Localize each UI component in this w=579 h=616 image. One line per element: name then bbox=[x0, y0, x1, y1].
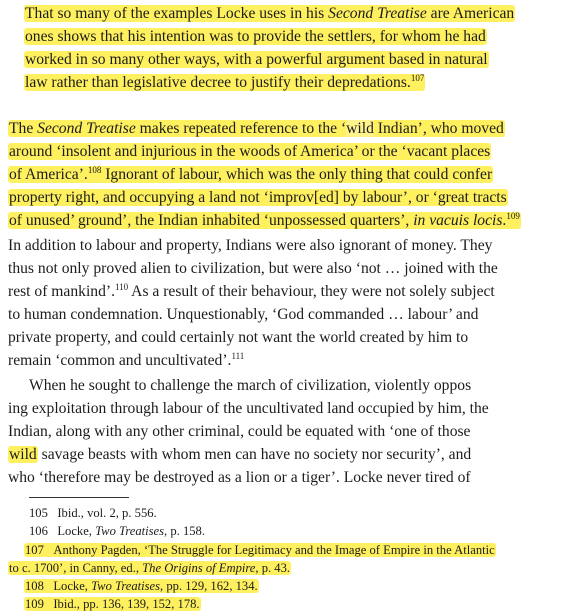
footnote-ref[interactable]: 108 bbox=[87, 164, 102, 175]
footnote-108 bbox=[24, 577, 259, 595]
text: law rather than legislative decree to justify their depredations. bbox=[25, 74, 411, 91]
text: savage beasts with whom men can have no society nor security’, and bbox=[37, 446, 472, 463]
p2-line-4 bbox=[8, 186, 558, 209]
title-italic: Second Treatise bbox=[328, 5, 427, 22]
footnote-text: Locke, bbox=[57, 524, 96, 538]
text: When he sought to challenge the march of civilization, violently oppos bbox=[29, 377, 472, 394]
footnote-text: Anthony Pagden, ‘The Struggle for Legitimacy and the Image of Empire in the Atlantic bbox=[53, 543, 495, 557]
title-italic: Two Treatises bbox=[91, 579, 161, 593]
text: . bbox=[502, 212, 507, 229]
text: ing exploitation through labour of the uncultivated land occupied by him, the bbox=[8, 400, 489, 417]
text: private property, and could certainly not want the world created by him to bbox=[8, 329, 469, 346]
text: thus not only proved alien to civilization, but were also ‘not … joined with the bbox=[8, 260, 498, 277]
p2-line-2 bbox=[8, 140, 558, 163]
text: of unused’ ground’, the Indian inhabited ‘unpossessed quarters’, bbox=[9, 212, 414, 229]
footnote-ref[interactable]: 109 bbox=[506, 210, 520, 221]
footnote-text: to c. 1700’, in Canny, ed., bbox=[9, 561, 143, 575]
footnote-number: 105 bbox=[29, 506, 48, 520]
p3-line-2 bbox=[8, 257, 558, 280]
text: of America’. bbox=[9, 166, 88, 183]
title-italic: The Origins of Empire bbox=[142, 561, 256, 575]
footnote-text: , p. 158. bbox=[164, 524, 205, 538]
text: are American bbox=[426, 5, 515, 22]
text: As a result of their behaviour, they were not solely subject bbox=[128, 283, 495, 300]
text: Indian, along with any other criminal, could be equated with ‘one of those bbox=[8, 423, 471, 440]
footnote-number: 107 bbox=[25, 543, 44, 557]
p1-line-1 bbox=[24, 2, 540, 25]
footnote-ref[interactable]: 111 bbox=[231, 350, 245, 361]
footnote-number: 109 bbox=[25, 597, 44, 611]
p2-line-1 bbox=[8, 117, 558, 140]
footnote-105 bbox=[29, 504, 157, 522]
text: around ‘insolent and injurious in the woods of America’ or the ‘vacant places bbox=[9, 143, 491, 160]
footnote-106 bbox=[29, 522, 205, 540]
footnote-rule bbox=[29, 497, 129, 498]
p2-line-5 bbox=[8, 209, 558, 232]
p3-line-6 bbox=[8, 349, 558, 372]
footnote-text: , p. 43. bbox=[255, 561, 291, 575]
search-hit: wild bbox=[9, 446, 37, 463]
p2-line-3 bbox=[8, 163, 558, 186]
text: worked in so many other ways, with a powerful argument based in natural bbox=[25, 51, 488, 68]
footnote-text: , pp. 129, 162, 134. bbox=[160, 579, 258, 593]
p4-line-5 bbox=[8, 466, 558, 489]
text: In addition to labour and property, Indians were also ignorant of money. They bbox=[8, 237, 493, 254]
p3-line-1 bbox=[8, 234, 558, 257]
search-hit: wild bbox=[346, 120, 374, 137]
footnote-ref[interactable]: 110 bbox=[114, 281, 129, 292]
p4-line-4 bbox=[8, 443, 558, 466]
p1-line-4 bbox=[24, 71, 540, 94]
p4-line-3 bbox=[8, 420, 558, 443]
text: who ‘therefore may be destroyed as a lion or a tiger’. Locke never tired of bbox=[8, 469, 471, 486]
p3-line-4 bbox=[8, 303, 558, 326]
text: The bbox=[9, 120, 38, 137]
text: ones shows that his intention was to provide the settlers, for whom he had bbox=[25, 28, 486, 45]
footnote-109 bbox=[24, 595, 201, 613]
footnote-107-cont bbox=[8, 559, 291, 577]
footnote-ref[interactable]: 107 bbox=[410, 72, 425, 83]
footnote-number: 108 bbox=[25, 579, 44, 593]
text: remain ‘common and uncultivated’. bbox=[8, 352, 232, 369]
p1-line-2 bbox=[24, 25, 540, 48]
text: Indian’, who moved bbox=[373, 120, 504, 137]
footnote-text: Locke, bbox=[53, 579, 92, 593]
text: makes repeated reference to the ‘ bbox=[135, 120, 347, 137]
title-italic: Second Treatise bbox=[37, 120, 136, 137]
text: to human condemnation. Unquestionably, ‘God commanded … labour’ and bbox=[8, 306, 479, 323]
footnote-text: Ibid., pp. 136, 139, 152, 178. bbox=[53, 597, 200, 611]
text: That so many of the examples Locke uses in his bbox=[25, 5, 329, 22]
p3-line-5 bbox=[8, 326, 558, 349]
p1-line-3 bbox=[24, 48, 540, 71]
text: Ignorant of labour, which was the only thing that could confer bbox=[101, 166, 493, 183]
title-italic: Two Treatises bbox=[95, 524, 165, 538]
text: property right, and occupying a land not ‘improv[ed] by labour’, or ‘great tracts bbox=[9, 189, 507, 206]
footnote-number: 106 bbox=[29, 524, 48, 538]
footnote-text: Ibid., vol. 2, p. 556. bbox=[57, 506, 157, 520]
text: rest of mankind’. bbox=[8, 283, 115, 300]
p4-line-2 bbox=[8, 397, 558, 420]
footnote-107 bbox=[24, 541, 496, 559]
latin-italic: in vacuis locis bbox=[413, 212, 503, 229]
p3-line-3 bbox=[8, 280, 558, 303]
p4-line-1 bbox=[29, 374, 556, 397]
